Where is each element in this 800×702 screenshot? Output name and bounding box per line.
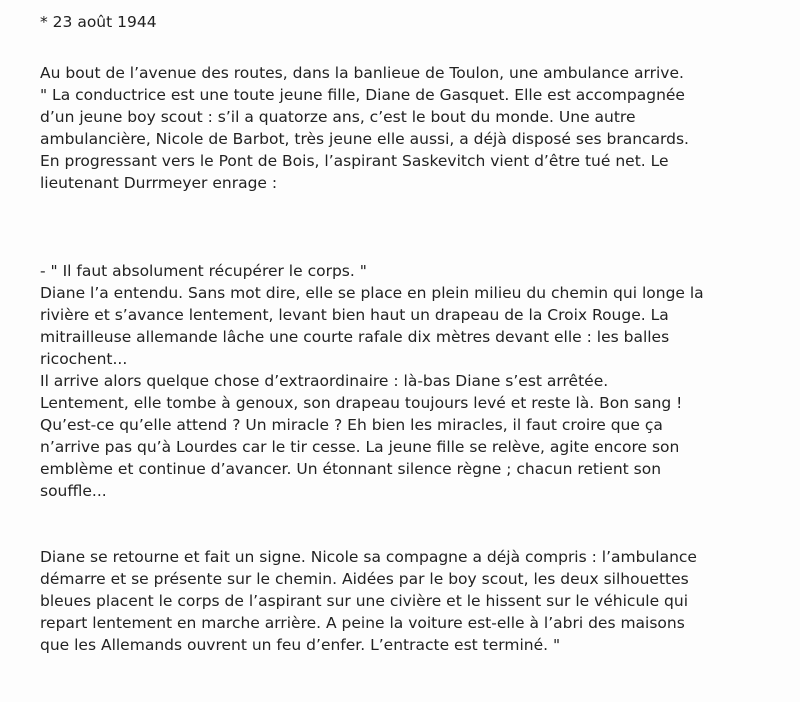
text-line: Diane l’a entendu. Sans mot dire, elle se place en plein milieu du chemin qui longe la xyxy=(40,284,704,302)
text-line: ambulancière, Nicole de Barbot, très jeune elle aussi, a déjà disposé ses brancards. xyxy=(40,130,689,148)
text-line: ricochent... xyxy=(40,350,128,368)
text-line: " La conductrice est une toute jeune fille, Diane de Gasquet. Elle est accompagnée xyxy=(40,86,685,104)
text-line: lieutenant Durrmeyer enrage : xyxy=(40,174,278,192)
text-line: démarre et se présente sur le chemin. Aidées par le boy scout, les deux silhouettes xyxy=(40,570,689,588)
text-line: Il arrive alors quelque chose d’extraordinaire : là-bas Diane s’est arrêtée. xyxy=(40,372,609,390)
text-line: d’un jeune boy scout : s’il a quatorze ans, c’est le bout du monde. Une autre xyxy=(40,108,636,126)
text-line: emblème et continue d’avancer. Un étonnant silence règne ; chacun retient son xyxy=(40,460,662,478)
text-line: Lentement, elle tombe à genoux, son drapeau toujours levé et reste là. Bon sang ! xyxy=(40,394,683,412)
text-line: mitrailleuse allemande lâche une courte rafale dix mètres devant elle : les balles xyxy=(40,328,670,346)
paragraph-1 xyxy=(40,62,689,194)
entry-date: * 23 août 1944 xyxy=(40,13,157,31)
text-line: Au bout de l’avenue des routes, dans la banlieue de Toulon, une ambulance arrive. xyxy=(40,64,684,82)
paragraph-2 xyxy=(40,260,704,502)
text-line: bleues placent le corps de l’aspirant sur une civière et le hissent sur le véhicule qui xyxy=(40,592,689,610)
text-line: que les Allemands ouvrent un feu d’enfer. L’entracte est terminé. " xyxy=(40,636,561,654)
text-line: n’arrive pas qu’à Lourdes car le tir cesse. La jeune fille se relève, agite encore son xyxy=(40,438,680,456)
text-line: rivière et s’avance lentement, levant bien haut un drapeau de la Croix Rouge. La xyxy=(40,306,669,324)
paragraph-3 xyxy=(40,546,697,656)
text-line: repart lentement en marche arrière. A peine la voiture est-elle à l’abri des maisons xyxy=(40,614,685,632)
text-line: En progressant vers le Pont de Bois, l’aspirant Saskevitch vient d’être tué net. Le xyxy=(40,152,669,170)
text-line: souffle... xyxy=(40,482,107,500)
text-line: - " Il faut absolument récupérer le corps. " xyxy=(40,262,367,280)
text-line: Diane se retourne et fait un signe. Nicole sa compagne a déjà compris : l’ambulance xyxy=(40,548,697,566)
text-line: Qu’est-ce qu’elle attend ? Un miracle ? Eh bien les miracles, il faut croire que ça xyxy=(40,416,663,434)
